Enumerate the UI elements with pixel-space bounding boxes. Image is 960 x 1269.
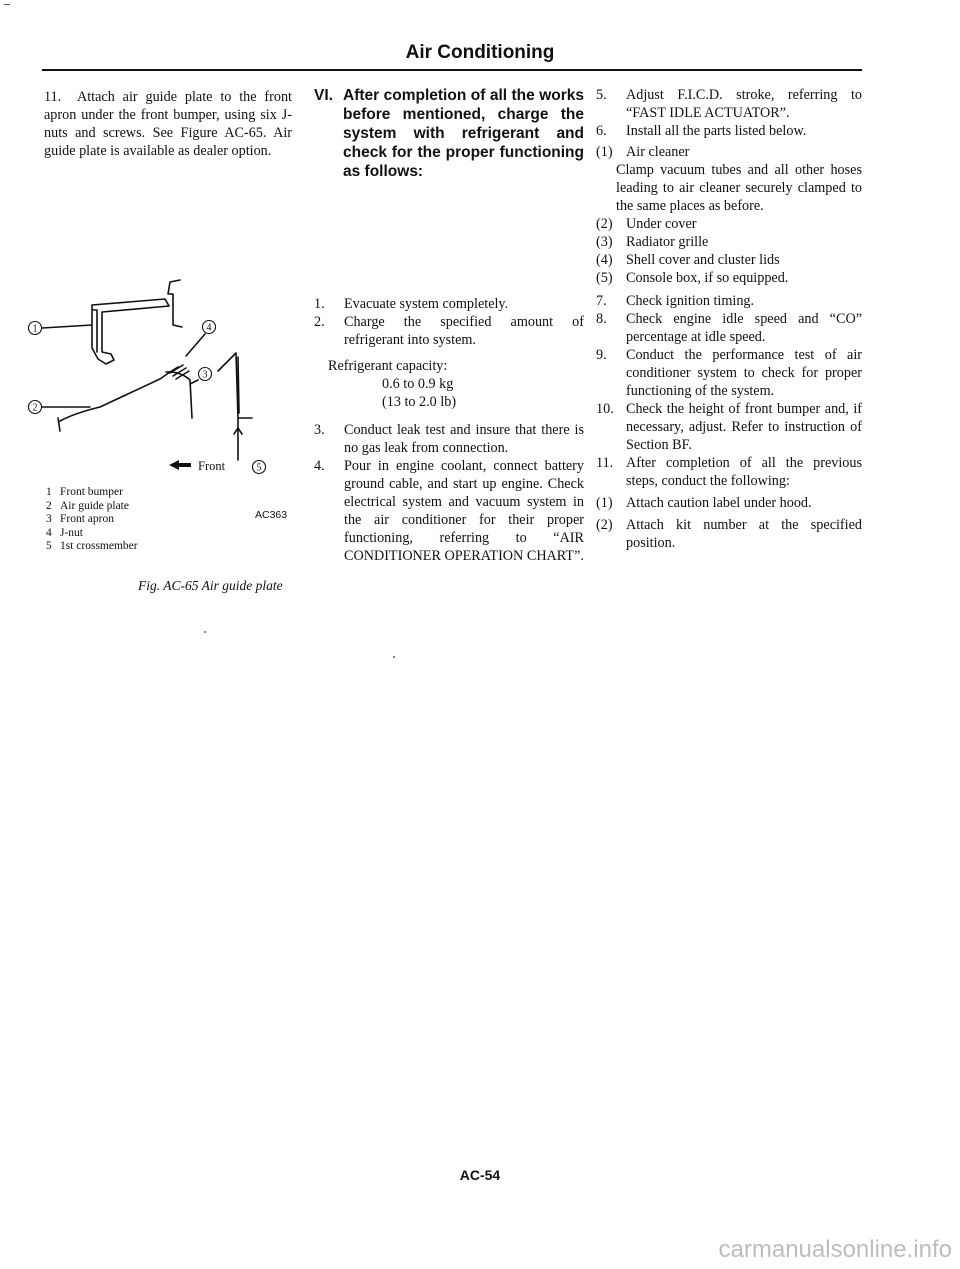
step-number: 9.: [596, 347, 607, 363]
step-1: [314, 295, 584, 313]
legend-number: 3: [46, 513, 52, 525]
figure-legend: [46, 486, 138, 554]
scan-speck: [393, 656, 395, 658]
step-number: 7.: [596, 293, 607, 309]
part-item: [596, 233, 862, 251]
bumper-fold: [93, 310, 97, 352]
substep-text: Attach caution label under hood.: [626, 495, 812, 511]
section-heading-text: After completion of all the works before mentioned, charge the system with refrigerant and check for the proper functioning as follows:: [343, 87, 584, 180]
step-text: Conduct leak test and insure that there is no gas leak from connection.: [344, 422, 584, 456]
column-1: [44, 88, 292, 160]
legend-label: Air guide plate: [60, 499, 129, 512]
air-guide-plate-diagram: [20, 268, 300, 493]
part-text: Air cleaner: [626, 144, 690, 160]
step-3: [314, 421, 584, 457]
step-number: 10.: [596, 401, 614, 417]
part-item: [596, 143, 862, 161]
step-number: 6.: [596, 123, 607, 139]
legend-item: [46, 500, 138, 514]
step-text: Install all the parts listed below.: [626, 123, 807, 139]
legend-item: [46, 540, 138, 554]
step-10: [596, 400, 862, 454]
step-number: 8.: [596, 311, 607, 327]
part-number: (2): [596, 216, 613, 232]
legend-number: 5: [46, 540, 52, 552]
substep-2: [596, 516, 862, 552]
refrigerant-capacity: [314, 357, 584, 411]
step-text: Check ignition timing.: [626, 293, 755, 309]
callout-label-4: 4: [206, 322, 212, 334]
watermark: carmanualsonline.info: [718, 1236, 952, 1263]
part-number: (5): [596, 270, 613, 286]
part-number: (3): [596, 234, 613, 250]
page-number: AC-54: [459, 1167, 501, 1183]
step-number: 3.: [314, 422, 325, 438]
column-3: [596, 86, 862, 552]
step-number: 2.: [314, 314, 325, 330]
substep-text: Attach kit number at the specified position.: [626, 517, 862, 551]
upper-bracket-shape: [168, 280, 182, 327]
part-text: Console box, if so equipped.: [626, 270, 789, 286]
step-number: 4.: [314, 458, 325, 474]
step-4: [314, 457, 584, 565]
part-text: Radiator grille: [626, 234, 709, 250]
step-text: Check the height of front bumper and, if necessary, adjust. Refer to instruction of Section BF.: [626, 401, 862, 453]
callout-label-5: 5: [256, 462, 262, 474]
callout-label-1: 1: [32, 323, 38, 335]
step-2: [314, 313, 584, 349]
legend-item: [46, 527, 138, 541]
step-text: Charge the specified amount of refrigerant into system.: [344, 314, 584, 348]
step-11: [596, 454, 862, 490]
step-8: [596, 310, 862, 346]
step-number: 11.: [596, 455, 614, 471]
step-5: [596, 86, 862, 122]
air-guide-plate-shape: [60, 367, 178, 421]
air-guide-plate-lip: [58, 418, 60, 431]
substep-number: (2): [596, 517, 613, 533]
figure-caption: Fig. AC-65 Air guide plate: [138, 578, 283, 593]
capacity-label: Refrigerant capacity:: [328, 358, 448, 374]
scan-speck: [204, 631, 206, 633]
step-text: Conduct the performance test of air conditioner system to check for proper functioning of the system.: [626, 347, 862, 399]
legend-label: Front bumper: [60, 486, 123, 498]
part-text: Shell cover and cluster lids: [626, 252, 780, 268]
legend-label: 1st crossmember: [60, 540, 138, 552]
step-text: Evacuate system completely.: [344, 296, 509, 312]
intro-number: 11.: [44, 89, 62, 105]
step-text: Check engine idle speed and “CO” percentage at idle speed.: [626, 311, 862, 345]
legend-item: [46, 513, 138, 527]
substep-1: [596, 494, 862, 512]
part-item: [596, 251, 862, 269]
front-arrow-icon: [169, 460, 191, 470]
leader-line-3: [190, 380, 198, 384]
page-title: Air Conditioning: [405, 42, 555, 63]
legend-label: Front apron: [60, 513, 114, 525]
legend-label: J-nut: [60, 526, 83, 539]
step-text: Pour in engine coolant, connect battery ground cable, and start up engine. Check electrical system and vacuum system in the air conditioner for their proper functioning, referring to “AIR CONDITIONER OPERATION CHART”.: [344, 458, 584, 564]
capacity-kg: 0.6 to 0.9 kg: [382, 376, 454, 392]
legend-number: 1: [46, 486, 52, 498]
substep-number: (1): [596, 495, 613, 511]
legend-number: 4: [46, 526, 52, 539]
part-text: Under cover: [626, 216, 697, 232]
section-number: VI.: [314, 87, 333, 104]
part-number: (1): [596, 144, 613, 160]
intro-text: Attach air guide plate to the front apron under the front bumper, using six J-nuts and screws. See Figure AC-65. Air guide plate is available as dealer option.: [44, 89, 293, 159]
capacity-lb: (13 to 2.0 lb): [382, 394, 457, 410]
step-number: 5.: [596, 87, 607, 103]
legend-number: 2: [46, 499, 52, 512]
front-bumper-shape: [92, 299, 169, 364]
callout-label-3: 3: [202, 369, 208, 381]
air-cleaner-note: Clamp vacuum tubes and all other hoses leading to air cleaner securely clamped to the same places as before.: [616, 162, 862, 214]
front-apron-shape: [166, 372, 192, 418]
part-number: (4): [596, 252, 613, 268]
callout-label-2: 2: [32, 402, 38, 414]
step-9: [596, 346, 862, 400]
crossmember-shape: [218, 353, 252, 418]
figure-code: AC363: [255, 509, 288, 521]
legend-item: [46, 486, 138, 500]
leader-line-1: [42, 325, 92, 328]
leader-line-4: [186, 334, 205, 356]
step-6: [596, 122, 862, 140]
step-text: After completion of all the previous steps, conduct the following:: [626, 455, 862, 489]
step-7: [596, 292, 862, 310]
section-heading: [314, 86, 584, 181]
corner-mark: [4, 4, 10, 5]
step-number: 1.: [314, 296, 325, 312]
part-item: [596, 269, 862, 287]
front-label: Front: [198, 459, 226, 473]
step-text: Adjust F.I.C.D. stroke, referring to “FAST IDLE ACTUATOR”.: [626, 87, 862, 121]
column-2: [314, 86, 584, 565]
part-item: [596, 215, 862, 233]
header-rule: [42, 69, 862, 71]
intro-paragraph: [44, 88, 292, 160]
